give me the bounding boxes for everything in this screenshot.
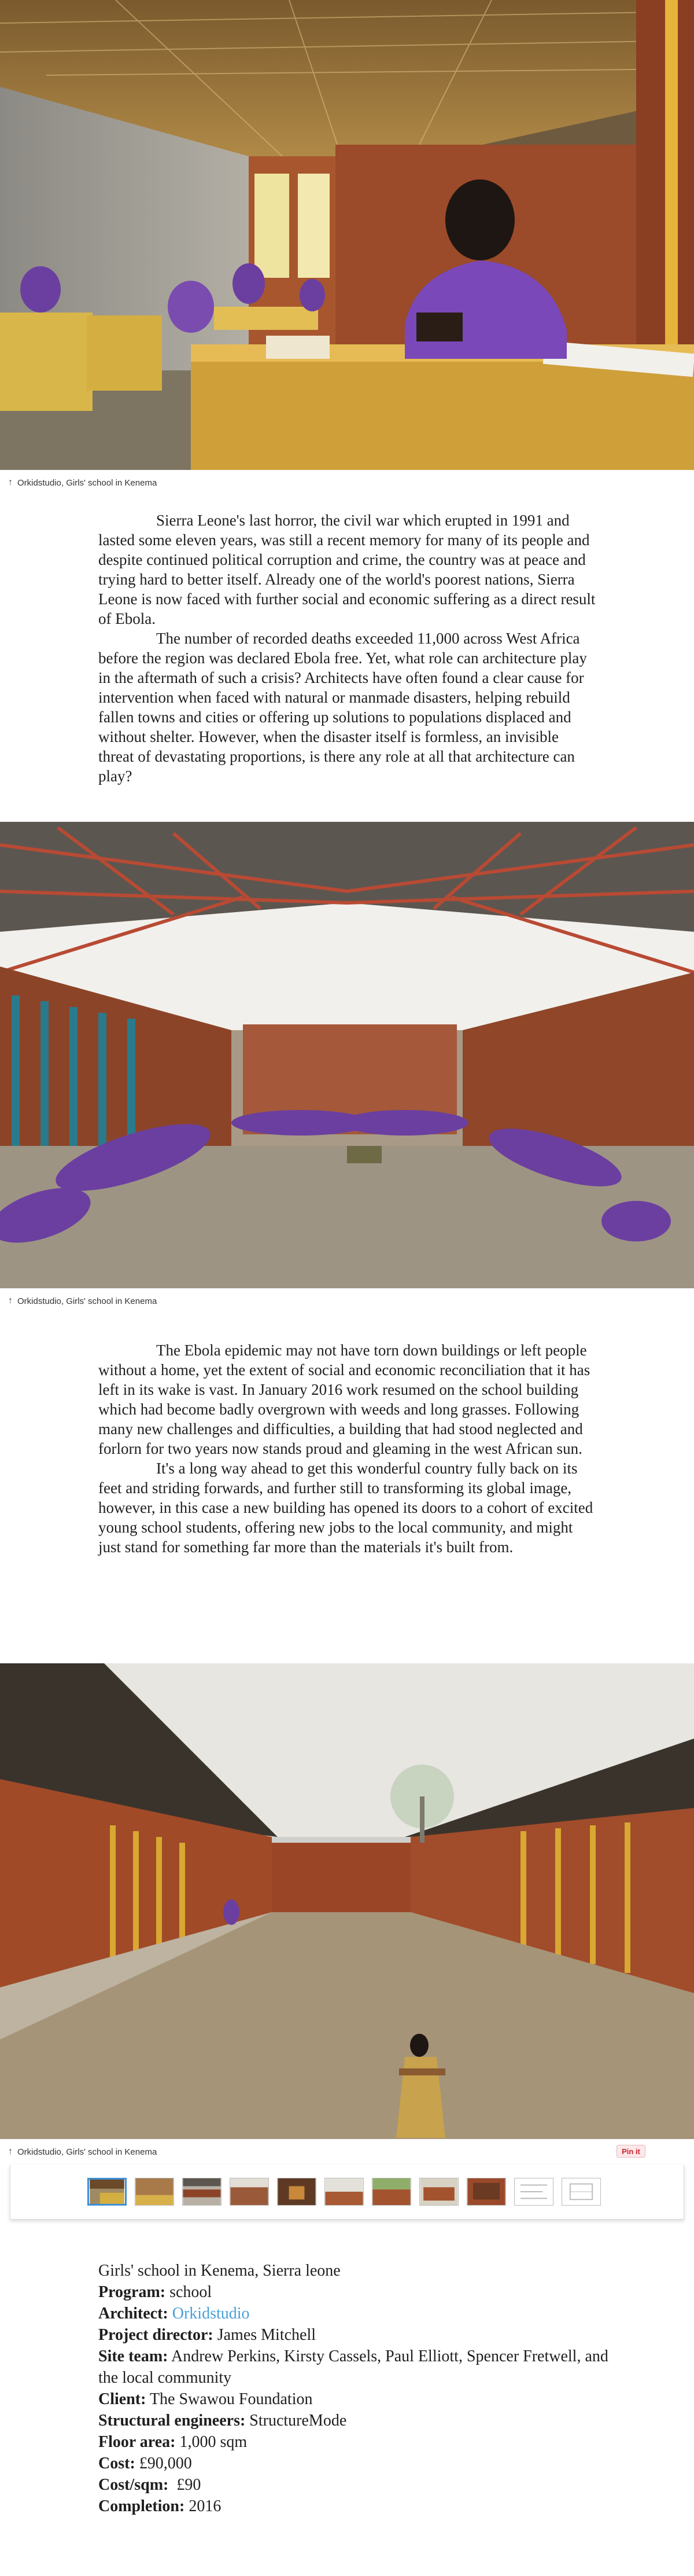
gallery-thumbnail[interactable] bbox=[87, 2178, 127, 2206]
gallery-thumbnail[interactable] bbox=[419, 2178, 459, 2206]
photo-caption-2 bbox=[0, 1288, 694, 1314]
article-paragraph: It's a long way ahead to get this wonderful country fully back on its feet and striding forwards, and further still to transforming its global image, however, in this case a new building has opened its doors to a cohort of excited young school students, offering new jobs to the local community, and might just stand for something far more than the materials it's built from. bbox=[98, 1460, 593, 1556]
credit-program: Program: school bbox=[98, 2283, 212, 2301]
credit-completion: Completion: 2016 bbox=[98, 2497, 222, 2515]
photo-courtyard bbox=[0, 822, 694, 1288]
photo-exterior bbox=[0, 1663, 694, 2139]
article-section-2 bbox=[98, 1340, 596, 1663]
article-paragraph: The Ebola epidemic may not have torn down buildings or left people without a home, yet the extent of social and economic reconciliation that it has left in its wake is vast. In January 2016 work resumed on the school building which had become badly overgrown with weeds and long grasses. Following many new challenges and difficulties, a building that had stood neglected and forlorn for two years now stands proud and gleaming in the west African sun. bbox=[98, 1342, 590, 1457]
credit-architect: Architect: Orkidstudio bbox=[98, 2305, 250, 2323]
photo-caption-1 bbox=[0, 470, 694, 495]
article-section-1 bbox=[98, 510, 596, 822]
gallery-thumbnail[interactable] bbox=[514, 2178, 553, 2206]
gallery-thumbnail[interactable] bbox=[467, 2178, 506, 2206]
photo-classroom bbox=[0, 0, 694, 470]
gallery-thumbnail[interactable] bbox=[135, 2178, 174, 2206]
caption-text: Orkidstudio, Girls' school in Kenema bbox=[17, 2147, 157, 2157]
arrow-up-icon: ↑ bbox=[8, 477, 13, 487]
gallery-thumbnail[interactable] bbox=[372, 2178, 411, 2206]
project-title: Girls' school in Kenema, Sierra leone bbox=[98, 2262, 341, 2280]
credit-engineers: Structural engineers: StructureMode bbox=[98, 2412, 347, 2430]
gallery-thumbnail[interactable] bbox=[562, 2178, 601, 2206]
gallery-thumbnail[interactable] bbox=[182, 2178, 222, 2206]
courtyard-photo-image bbox=[0, 822, 694, 1288]
credit-client: Client: The Swawou Foundation bbox=[98, 2390, 313, 2408]
caption-text: Orkidstudio, Girls' school in Kenema bbox=[17, 1296, 157, 1306]
article-paragraph: The number of recorded deaths exceeded 11,000 across West Africa before the region was declared Ebola free. Yet, what role can architecture play in the aftermath of such a crisis? Architects have often found a clear cause for intervention when faced with natural or manmade disasters, helping rebuild fallen towns and cities or offering up solutions to populations displaced and without shelter. However, when the disaster itself is formless, an invisible threat of devastating proportions, is there any role at all that architecture can play? bbox=[98, 630, 587, 785]
gallery-thumbnail-strip bbox=[10, 2165, 684, 2219]
article-paragraph: Sierra Leone's last horror, the civil war which erupted in 1991 and lasted some eleven years, was still a recent memory for many of its people and despite continued political corruption and crime, the country was at peace and trying hard to better itself. Already one of the world's poorest nations, Sierra Leone is now faced with further social and economic suffering as a direct result of Ebola. bbox=[98, 512, 596, 627]
credit-cost: Cost: £90,000 bbox=[98, 2454, 192, 2472]
photo-caption-3 bbox=[0, 2139, 694, 2165]
pin-it-button[interactable]: Pin it bbox=[617, 2145, 645, 2158]
exterior-photo-image bbox=[0, 1663, 694, 2139]
credit-cost-sqm: Cost/sqm: £90 bbox=[98, 2476, 201, 2494]
credit-floor-area: Floor area: 1,000 sqm bbox=[98, 2433, 248, 2451]
gallery-thumbnail[interactable] bbox=[277, 2178, 316, 2206]
caption-text: Orkidstudio, Girls' school in Kenema bbox=[17, 477, 157, 488]
gallery-thumbnail[interactable] bbox=[324, 2178, 364, 2206]
credit-site-team: Site team: Andrew Perkins, Kirsty Cassels, Paul Elliott, Spencer Fretwell, and the local community bbox=[98, 2347, 608, 2387]
classroom-photo-image bbox=[0, 0, 694, 470]
project-credits bbox=[98, 2260, 619, 2517]
architect-link[interactable]: Orkidstudio bbox=[172, 2305, 250, 2323]
gallery-thumbnail[interactable] bbox=[230, 2178, 269, 2206]
credit-director: Project director: James Mitchell bbox=[98, 2326, 316, 2344]
arrow-up-icon: ↑ bbox=[8, 2147, 13, 2156]
arrow-up-icon: ↑ bbox=[8, 1296, 13, 1306]
